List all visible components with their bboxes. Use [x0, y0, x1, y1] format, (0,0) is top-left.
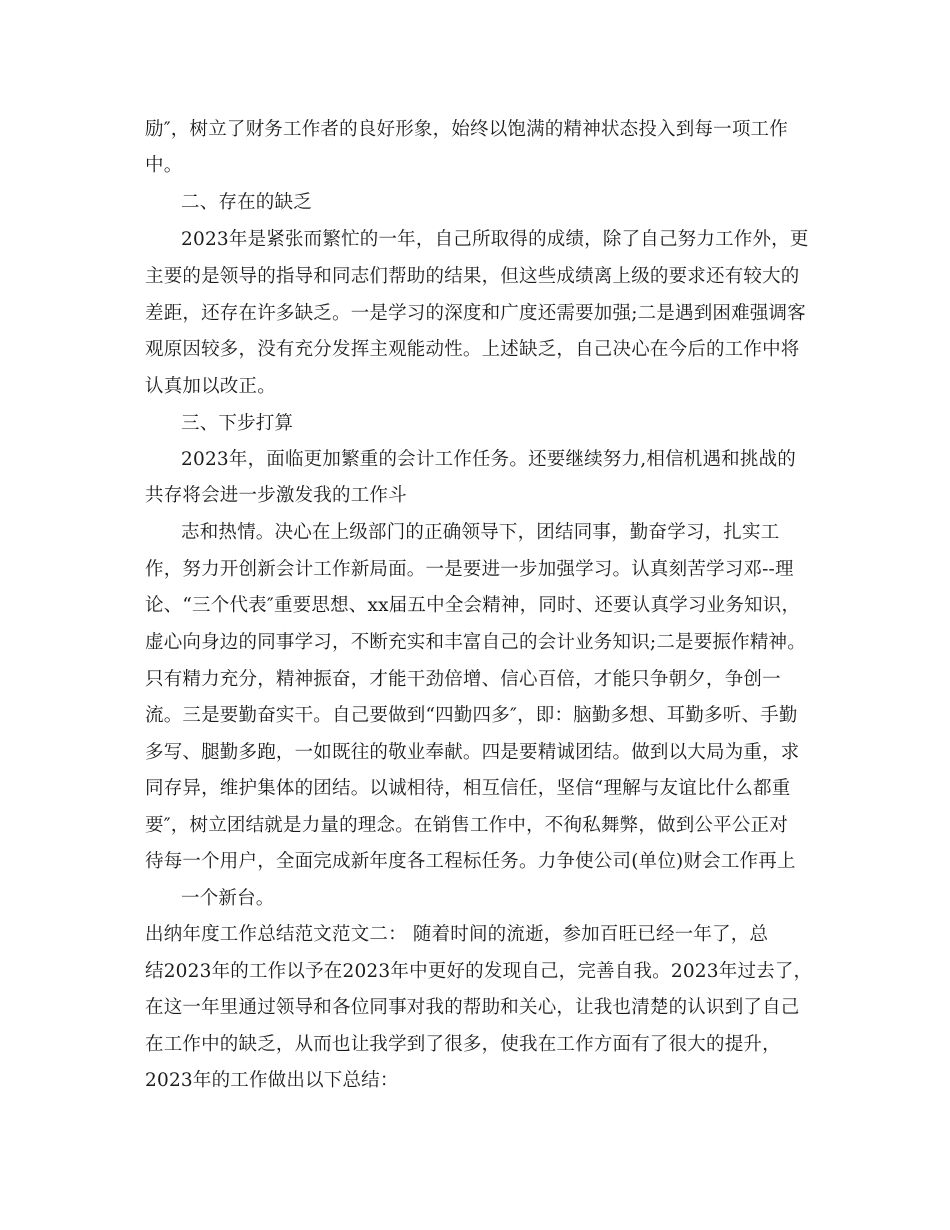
text-line: 中。 — [145, 155, 183, 176]
text-line: 2023年是紧张而繁忙的一年，自己所取得的成绩，除了自己努力工作外，更 — [181, 229, 809, 250]
text-line: 共存将会进一步激发我的工作斗 — [145, 485, 407, 506]
text-line: 认真加以改正。 — [145, 376, 276, 397]
text-line: 差距，还存在许多缺乏。一是学习的深度和广度还需要加强;二是遇到困难强调客 — [145, 303, 806, 324]
text-line: 待每一个用户，全面完成新年度各工程标任务。力争使公司(单位)财会工作再上 — [145, 851, 796, 872]
text-line: 只有精力充分，精神振奋，才能干劲倍增、信心百倍，才能只争朝夕，争创一 — [145, 669, 781, 690]
text-line: 励″，树立了财务工作者的良好形象，始终以饱满的精神状态投入到每一项工作 — [145, 119, 788, 140]
text-line: 在这一年里通过领导和各位同事对我的帮助和关心，让我也清楚的认识到了自己 — [145, 997, 800, 1018]
text-line: 要″，树立团结就是力量的理念。在销售工作中，不徇私舞弊，做到公平公正对 — [145, 815, 788, 836]
text-line: 在工作中的缺乏，从而也让我学到了很多，使我在工作方面有了很大的提升， — [145, 1034, 781, 1055]
section-heading: 二、存在的缺乏 — [181, 192, 312, 213]
text-line: 虚心向身边的同事学习，不断充实和丰富自己的会计业务知识;二是要振作精神。 — [145, 632, 806, 653]
text-line: 一个新台。 — [181, 888, 275, 909]
text-line: 2023年的工作做出以下总结： — [145, 1070, 399, 1091]
text-line: 结2023年的工作以予在2023年中更好的发现自己，完善自我。2023年过去了， — [145, 961, 813, 982]
text-line: 出纳年度工作总结范文范文二： 随着时间的流逝，参加百旺已经一年了，总 — [145, 924, 769, 945]
text-line: 作，努力开创新会计工作新局面。一是要进一步加强学习。认真刻苦学习邓--理 — [145, 559, 794, 580]
text-line: 志和热情。决心在上级部门的正确领导下，团结同事，勤奋学习，扎实工 — [181, 522, 780, 543]
text-line: 论、“三个代表″重要思想、xx届五中全会精神，同时、还要认真学习业务知识， — [145, 595, 801, 616]
text-line: 2023年，面临更加繁重的会计工作任务。还要继续努力,相信机遇和挑战的 — [181, 449, 796, 470]
text-line: 观原因较多，没有充分发挥主观能动性。上述缺乏，自己决心在今后的工作中将 — [145, 339, 800, 360]
text-line: 同存异，维护集体的团结。以诚相待，相互信任，坚信“理解与友谊比什么都重 — [145, 778, 791, 799]
text-line: 多写、腿勤多跑，一如既往的敬业奉献。四是要精诚团结。做到以大局为重，求 — [145, 742, 800, 763]
text-line: 流。三是要勤奋实干。自己要做到“四勤四多″，即：脑勤多想、耳勤多听、手勤 — [145, 705, 798, 726]
section-heading: 三、下步打算 — [181, 413, 294, 434]
text-line: 主要的是领导的指导和同志们帮助的结果，但这些成绩离上级的要求还有较大的 — [145, 266, 800, 287]
